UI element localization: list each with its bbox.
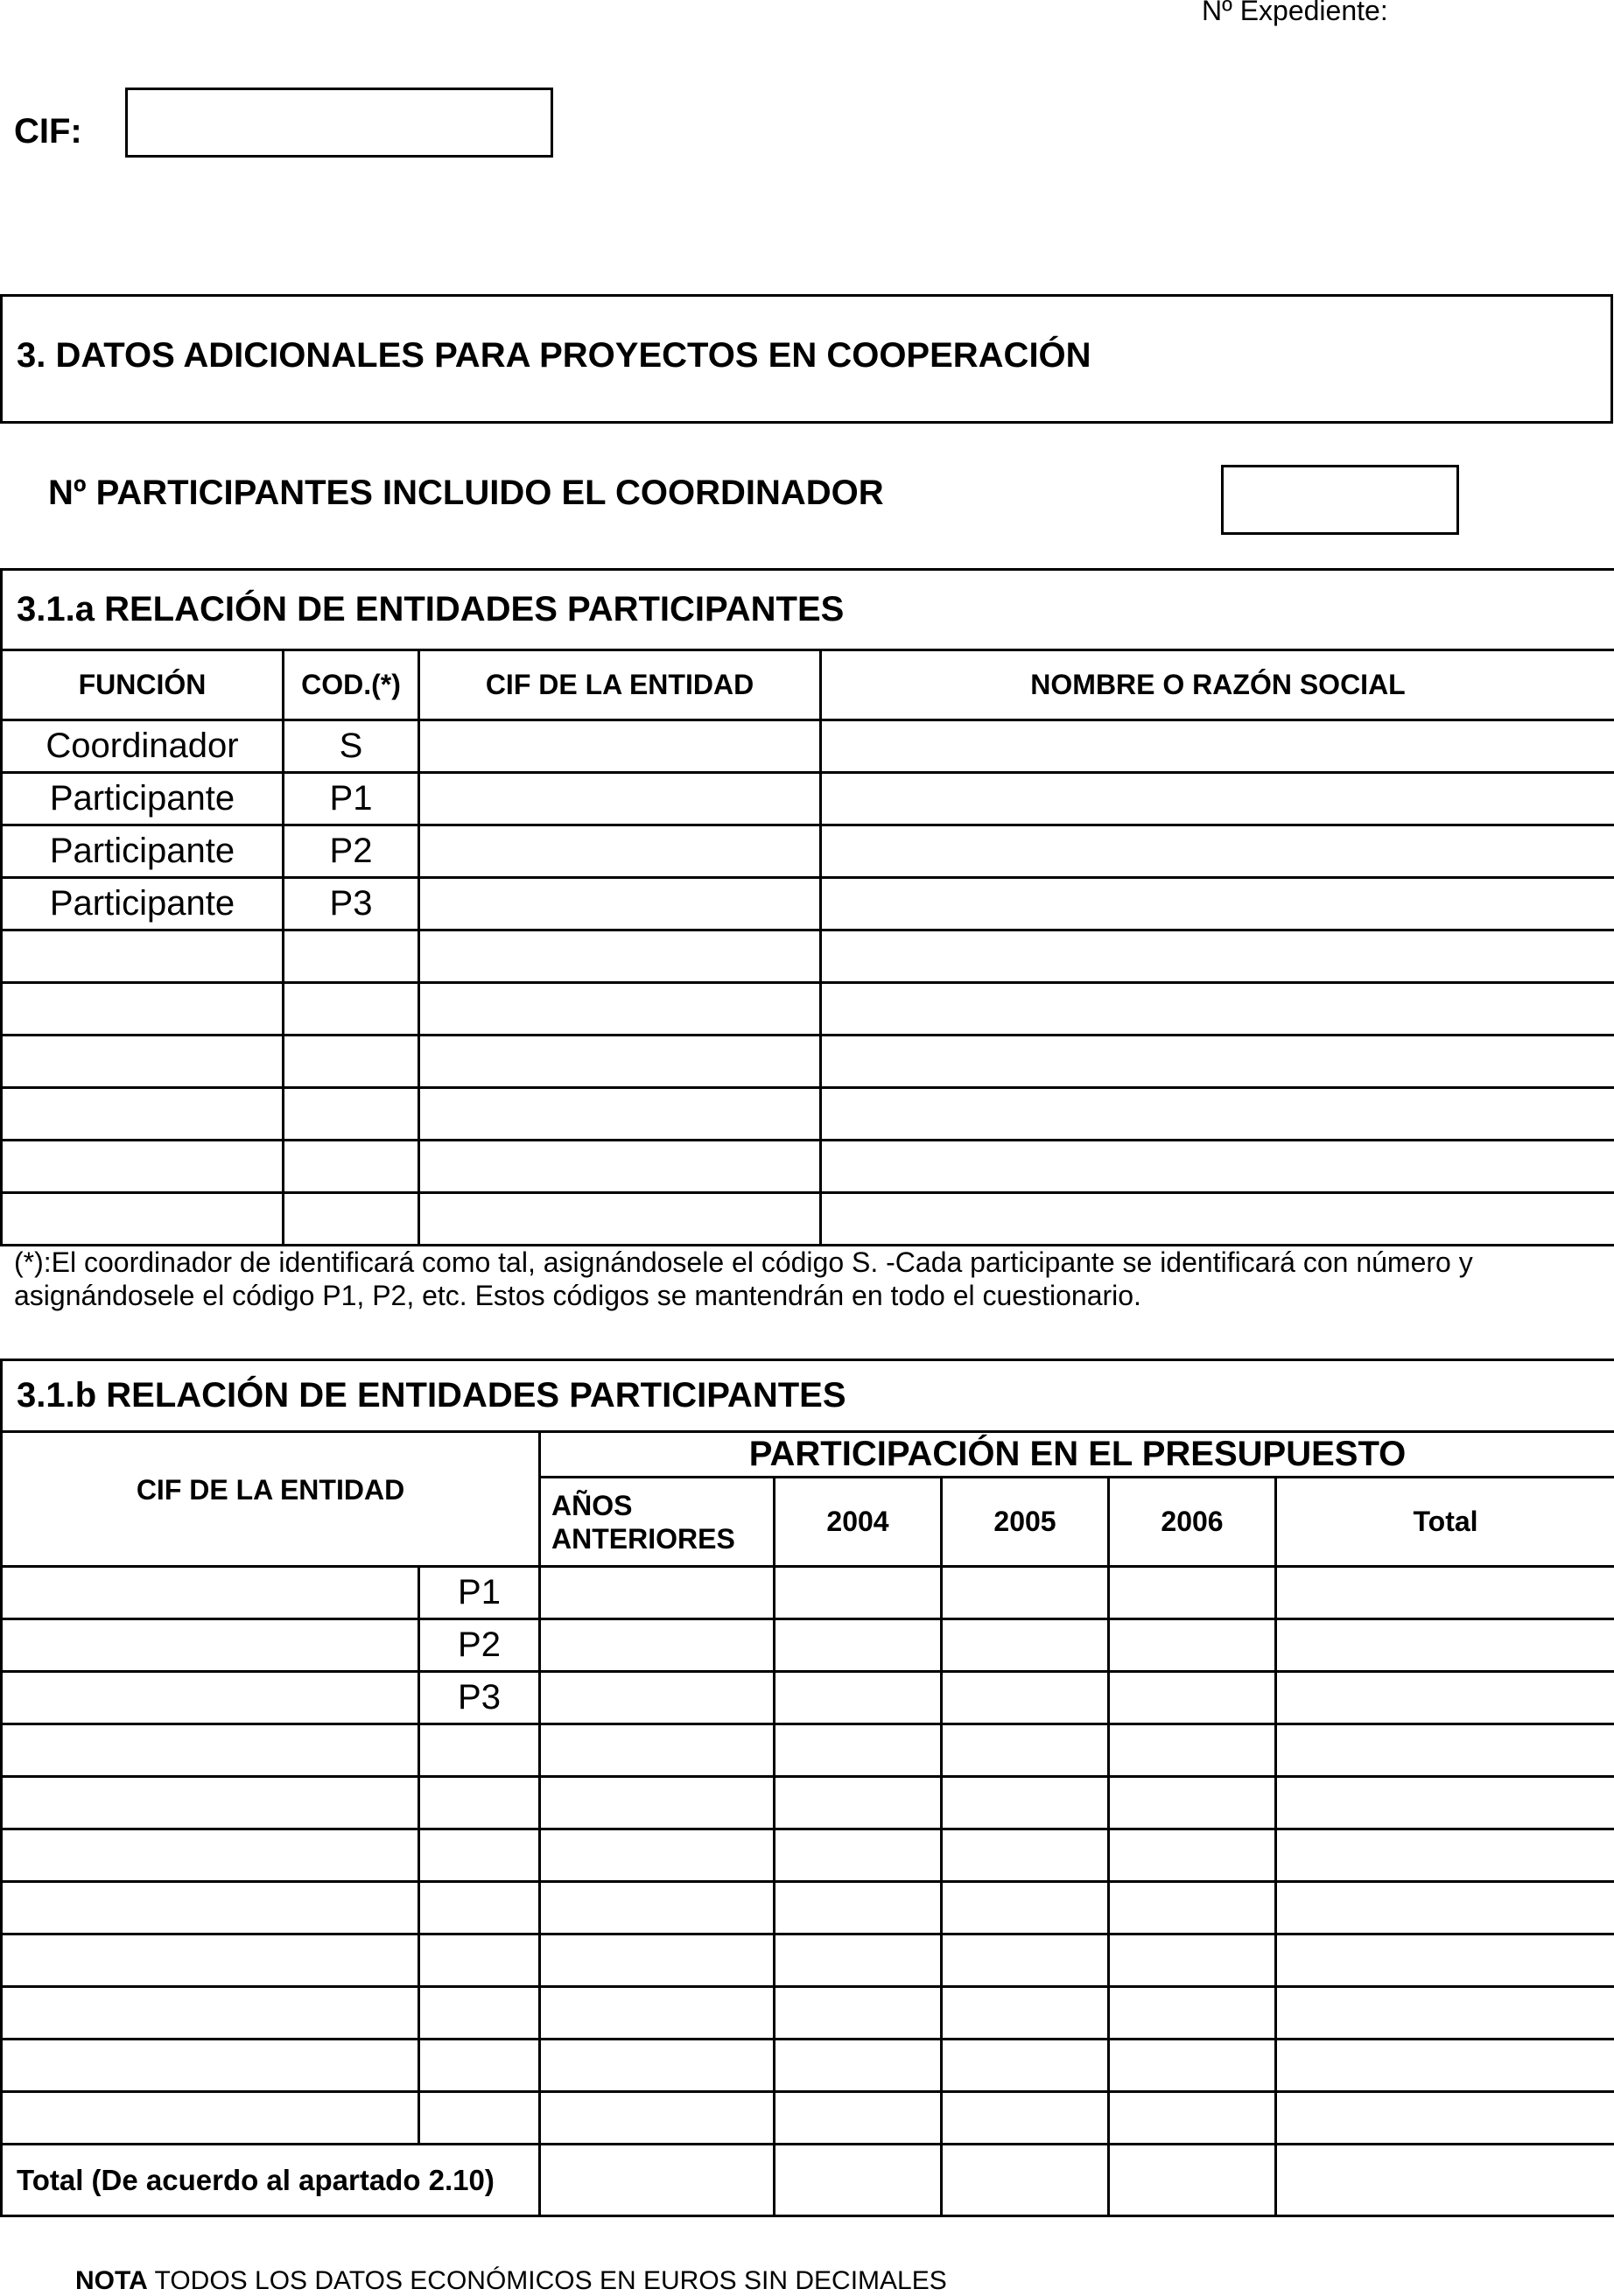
total-input[interactable] <box>1276 2092 1614 2145</box>
cif-entity-input[interactable] <box>419 720 821 773</box>
total-input[interactable] <box>1276 2040 1614 2092</box>
cif-entity-input[interactable] <box>419 1193 821 1246</box>
code-cell <box>419 2040 540 2092</box>
code-cell <box>419 2092 540 2145</box>
cod-cell <box>284 1141 419 1193</box>
funcion-cell <box>2 930 284 983</box>
cod-cell: P3 <box>284 878 419 930</box>
total-input[interactable] <box>1276 1567 1614 1619</box>
table-row <box>2 1724 1614 1777</box>
year-2005-input[interactable] <box>942 1724 1109 1777</box>
code-cell <box>419 1987 540 2040</box>
cif-entity-input[interactable] <box>2 2092 419 2145</box>
funcion-cell: Coordinador <box>2 720 284 773</box>
year-2004-input[interactable] <box>775 1724 942 1777</box>
year-2004-input[interactable] <box>775 2092 942 2145</box>
cif-entity-input[interactable] <box>419 930 821 983</box>
code-cell: P1 <box>419 1567 540 1619</box>
section-3-title-box <box>0 294 1613 424</box>
section-3-title: 3. DATOS ADICIONALES PARA PROYECTOS EN COOPERACIÓN <box>17 336 1091 376</box>
table-row <box>2 2040 1614 2092</box>
table-row <box>2 1672 1614 1724</box>
total-anos-anteriores[interactable] <box>540 2145 775 2216</box>
cif-entity-input[interactable] <box>419 773 821 825</box>
funcion-cell <box>2 1141 284 1193</box>
anos-anteriores-input[interactable] <box>540 1724 775 1777</box>
year-2005-input[interactable] <box>942 1567 1109 1619</box>
anos-anteriores-input[interactable] <box>540 1619 775 1672</box>
anos-anteriores-input[interactable] <box>540 1777 775 1829</box>
table-row <box>2 720 1614 773</box>
code-cell <box>419 1777 540 1829</box>
table-row <box>2 1882 1614 1934</box>
table-row <box>2 930 1614 983</box>
code-cell <box>419 1882 540 1934</box>
cif-entity-input[interactable] <box>419 878 821 930</box>
table-a-header-nombre: NOMBRE O RAZÓN SOCIAL <box>821 650 1614 720</box>
total-total[interactable] <box>1276 2145 1614 2216</box>
cif-entity-input[interactable] <box>419 1036 821 1088</box>
cif-entity-input[interactable] <box>419 1088 821 1141</box>
total-2004[interactable] <box>775 2145 942 2216</box>
table-row <box>2 773 1614 825</box>
funcion-cell <box>2 983 284 1036</box>
cod-cell: P2 <box>284 825 419 878</box>
cif-entity-input[interactable] <box>419 1141 821 1193</box>
funcion-cell: Participante <box>2 825 284 878</box>
year-2006-input[interactable] <box>1109 1777 1276 1829</box>
cod-cell: P1 <box>284 773 419 825</box>
year-2006-input[interactable] <box>1109 1934 1276 1987</box>
cif-label: CIF: <box>14 112 82 151</box>
cif-entity-input[interactable] <box>419 825 821 878</box>
year-2006-input[interactable] <box>1109 1882 1276 1934</box>
total-input[interactable] <box>1276 1829 1614 1882</box>
funcion-cell <box>2 1036 284 1088</box>
anos-anteriores-input[interactable] <box>540 1934 775 1987</box>
anos-anteriores-input[interactable] <box>540 2040 775 2092</box>
table-row <box>2 825 1614 878</box>
table-row <box>2 1829 1614 1882</box>
table-3-1-b <box>0 1359 1614 2217</box>
funcion-cell: Participante <box>2 878 284 930</box>
cif-input[interactable] <box>125 88 553 158</box>
nombre-razon-social-input[interactable] <box>821 720 1614 773</box>
year-2004-input[interactable] <box>775 1934 942 1987</box>
table-b-header-2005: 2005 <box>942 1478 1109 1567</box>
table-b-total-label: Total (De acuerdo al apartado 2.10) <box>2 2145 540 2216</box>
year-2006-input[interactable] <box>1109 1987 1276 2040</box>
table-row <box>2 878 1614 930</box>
table-b-title: 3.1.b RELACIÓN DE ENTIDADES PARTICIPANTES <box>2 1360 1614 1432</box>
table-b-header-budget: PARTICIPACIÓN EN EL PRESUPUESTO <box>540 1432 1614 1478</box>
year-2004-input[interactable] <box>775 1987 942 2040</box>
year-2005-input[interactable] <box>942 2040 1109 2092</box>
note-text: TODOS LOS DATOS ECONÓMICOS EN EUROS SIN DECIMALES <box>148 2266 947 2295</box>
table-row <box>2 1934 1614 1987</box>
year-2006-input[interactable] <box>1109 2092 1276 2145</box>
nombre-razon-social-input[interactable] <box>821 878 1614 930</box>
funcion-cell: Participante <box>2 773 284 825</box>
table-a-footnote: (*):El coordinador de identificará como tal, asignándosele el código S. -Cada participante se identificará con número y asignándosele el código P1, P2, etc. Estos códigos se mantendrán en todo el cuestionario. <box>14 1246 1589 1312</box>
cif-entity-input[interactable] <box>2 1672 419 1724</box>
cod-cell <box>284 1036 419 1088</box>
cif-entity-input[interactable] <box>2 2040 419 2092</box>
nombre-razon-social-input[interactable] <box>821 773 1614 825</box>
year-2005-input[interactable] <box>942 1619 1109 1672</box>
cod-cell <box>284 1193 419 1246</box>
table-row <box>2 1619 1614 1672</box>
year-2005-input[interactable] <box>942 2092 1109 2145</box>
table-row <box>2 1141 1614 1193</box>
year-2004-input[interactable] <box>775 2040 942 2092</box>
anos-anteriores-input[interactable] <box>540 1829 775 1882</box>
year-2004-input[interactable] <box>775 1672 942 1724</box>
anos-anteriores-input[interactable] <box>540 1672 775 1724</box>
cif-entity-input[interactable] <box>2 1777 419 1829</box>
total-input[interactable] <box>1276 1934 1614 1987</box>
participants-label: Nº PARTICIPANTES INCLUIDO EL COORDINADOR <box>48 474 884 513</box>
year-2006-input[interactable] <box>1109 1724 1276 1777</box>
table-row <box>2 2092 1614 2145</box>
funcion-cell <box>2 1193 284 1246</box>
anos-anteriores-input[interactable] <box>540 1987 775 2040</box>
cif-entity-input[interactable] <box>419 983 821 1036</box>
year-2005-input[interactable] <box>942 1777 1109 1829</box>
note-label: NOTA <box>75 2266 148 2295</box>
total-2005[interactable] <box>942 2145 1109 2216</box>
table-row <box>2 1567 1614 1619</box>
year-2004-input[interactable] <box>775 1619 942 1672</box>
year-2004-input[interactable] <box>775 1882 942 1934</box>
cif-entity-input[interactable] <box>2 1724 419 1777</box>
cod-cell <box>284 1088 419 1141</box>
table-b-header-2004: 2004 <box>775 1478 942 1567</box>
anos-anteriores-input[interactable] <box>540 1567 775 1619</box>
total-input[interactable] <box>1276 1987 1614 2040</box>
table-b-header-total: Total <box>1276 1478 1614 1567</box>
year-2004-input[interactable] <box>775 1567 942 1619</box>
nombre-razon-social-input[interactable] <box>821 1193 1614 1246</box>
year-2004-input[interactable] <box>775 1829 942 1882</box>
year-2005-input[interactable] <box>942 1829 1109 1882</box>
table-a-header-funcion: FUNCIÓN <box>2 650 284 720</box>
code-cell <box>419 1724 540 1777</box>
cif-entity-input[interactable] <box>2 1934 419 1987</box>
year-2005-input[interactable] <box>942 1882 1109 1934</box>
code-cell: P2 <box>419 1619 540 1672</box>
year-2006-input[interactable] <box>1109 1567 1276 1619</box>
total-input[interactable] <box>1276 1672 1614 1724</box>
anos-anteriores-input[interactable] <box>540 2092 775 2145</box>
total-input[interactable] <box>1276 1777 1614 1829</box>
nombre-razon-social-input[interactable] <box>821 1088 1614 1141</box>
cif-entity-input[interactable] <box>2 1987 419 2040</box>
cif-entity-input[interactable] <box>2 1882 419 1934</box>
total-2006[interactable] <box>1109 2145 1276 2216</box>
cif-entity-input[interactable] <box>2 1619 419 1672</box>
code-cell: P3 <box>419 1672 540 1724</box>
table-row <box>2 1987 1614 2040</box>
table-row <box>2 1088 1614 1141</box>
year-2005-input[interactable] <box>942 1987 1109 2040</box>
year-2006-input[interactable] <box>1109 2040 1276 2092</box>
nombre-razon-social-input[interactable] <box>821 825 1614 878</box>
cod-cell: S <box>284 720 419 773</box>
participants-count-input[interactable] <box>1221 465 1459 535</box>
nombre-razon-social-input[interactable] <box>821 1141 1614 1193</box>
table-row <box>2 1777 1614 1829</box>
year-2005-input[interactable] <box>942 1672 1109 1724</box>
nombre-razon-social-input[interactable] <box>821 930 1614 983</box>
cif-entity-input[interactable] <box>2 1567 419 1619</box>
table-a-title: 3.1.a RELACIÓN DE ENTIDADES PARTICIPANTES <box>2 570 1614 650</box>
table-row <box>2 1036 1614 1088</box>
table-a-header-cod: COD.(*) <box>284 650 419 720</box>
expediente-label: Nº Expediente: <box>1202 0 1388 27</box>
cif-entity-input[interactable] <box>2 1829 419 1882</box>
table-row <box>2 983 1614 1036</box>
year-2006-input[interactable] <box>1109 1672 1276 1724</box>
nombre-razon-social-input[interactable] <box>821 983 1614 1036</box>
table-a-header-cif: CIF DE LA ENTIDAD <box>419 650 821 720</box>
code-cell <box>419 1829 540 1882</box>
note <box>75 2266 947 2296</box>
cod-cell <box>284 930 419 983</box>
cod-cell <box>284 983 419 1036</box>
total-input[interactable] <box>1276 1724 1614 1777</box>
table-row <box>2 1193 1614 1246</box>
year-2005-input[interactable] <box>942 1934 1109 1987</box>
code-cell <box>419 1934 540 1987</box>
table-3-1-a <box>0 568 1614 1246</box>
table-b-header-cif: CIF DE LA ENTIDAD <box>2 1432 540 1567</box>
year-2004-input[interactable] <box>775 1777 942 1829</box>
year-2006-input[interactable] <box>1109 1619 1276 1672</box>
funcion-cell <box>2 1088 284 1141</box>
total-input[interactable] <box>1276 1882 1614 1934</box>
anos-anteriores-input[interactable] <box>540 1882 775 1934</box>
nombre-razon-social-input[interactable] <box>821 1036 1614 1088</box>
table-b-header-anos-anteriores: AÑOS ANTERIORES <box>540 1478 775 1567</box>
table-b-header-2006: 2006 <box>1109 1478 1276 1567</box>
year-2006-input[interactable] <box>1109 1829 1276 1882</box>
total-input[interactable] <box>1276 1619 1614 1672</box>
